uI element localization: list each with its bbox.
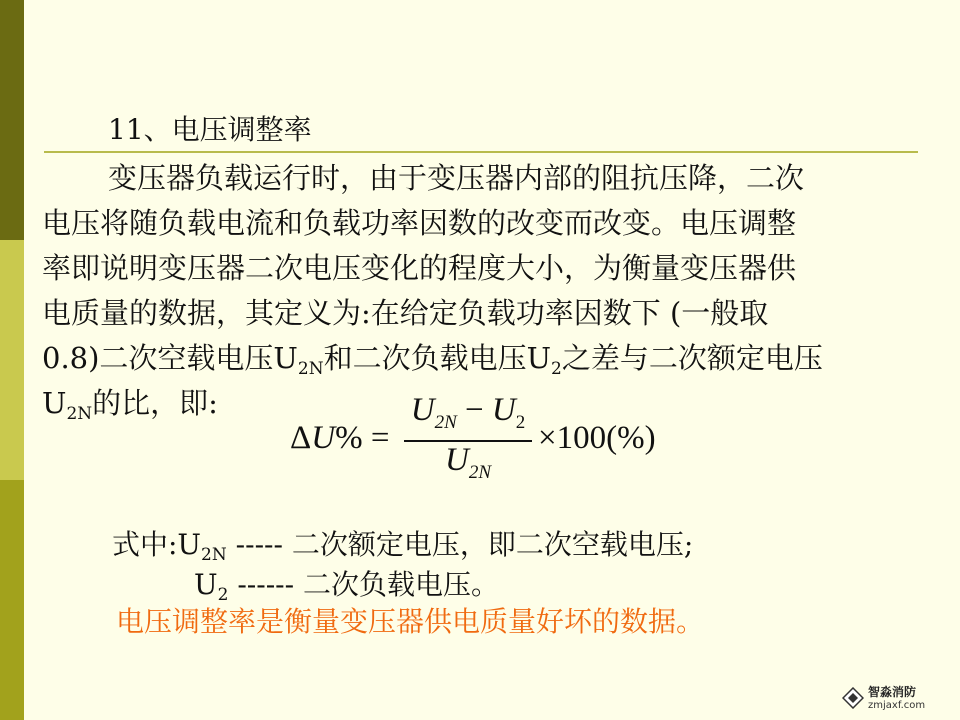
text-segment: 之差与二次额定电压 [561,341,823,375]
highlight-note: 电压调整率是衡量变压器供电质量好坏的数据。 [116,605,705,638]
paragraph-line: 电质量的数据，其定义为:在给定负载功率因数下 (一般取 [42,296,769,330]
diamond-logo-icon [842,687,864,709]
paragraph-line [42,336,922,381]
paragraph-line: 变压器负载运行时，由于变压器内部的阻抗压降，二次 [108,161,805,195]
text-segment: 0.8)二次空载电压U [42,341,298,375]
minus-sign: − [456,392,492,428]
formula-variable: U [491,392,516,428]
formula-fraction [404,392,532,488]
subscript: 2 [551,359,562,379]
side-bar-bottom [0,480,24,720]
formula-lhs [290,420,389,457]
formula-variable: U [410,392,435,428]
definition-paragraph [42,156,922,426]
subscript: 2N [434,412,457,433]
subscript: 2N [297,359,324,379]
legend-line [112,565,693,605]
text-segment: 和二次负载电压U [323,341,552,375]
watermark-name: 智淼消防 [868,685,917,699]
formula-numerator [404,392,532,434]
subscript: 2 [217,585,229,605]
text-segment: ------ 二次负载电压。 [228,568,500,601]
text-segment: U [42,386,67,420]
side-bar-middle [0,240,24,480]
formula-denominator [404,442,532,484]
symbol-legend [112,525,693,605]
subscript: 2N [66,404,93,424]
formula-variable: U [311,420,336,456]
delta-symbol: Δ [290,420,312,456]
formula-equals: % = [335,420,390,456]
paragraph-line: 率即说明变压器二次电压变化的程度大小，为衡量变压器供 [42,251,797,285]
paragraph-line: 电压将随负载电流和负载功率因数的改变而改变。电压调整 [42,206,797,240]
heading-divider [44,151,918,153]
watermark-url: zmjaxf.com [868,700,926,711]
formula-rhs: ×100(%) [538,420,656,456]
subscript: 2N [468,462,492,483]
text-segment: ----- 二次额定电压，即二次空载电压; [226,528,694,561]
subscript: 2 [515,412,526,433]
text-segment: 的比，即: [92,386,218,420]
watermark [842,683,954,715]
formula-variable: U [444,442,469,478]
legend-line [112,525,693,565]
side-bar-top [0,0,24,240]
slide-heading: 11、电压调整率 [108,113,312,146]
subscript: 2N [201,545,227,565]
text-segment: U [194,568,218,601]
text-segment: 式中:U [112,528,202,561]
